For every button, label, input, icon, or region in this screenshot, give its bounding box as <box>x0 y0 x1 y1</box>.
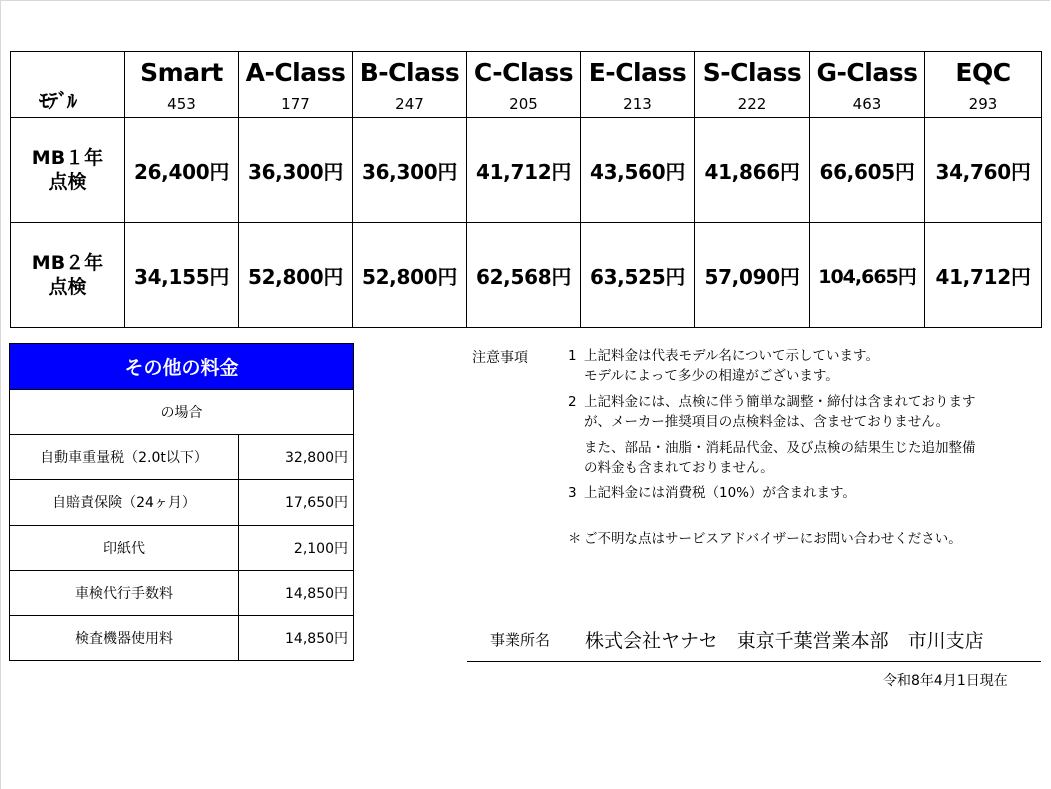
model-header-b-class <box>353 52 467 118</box>
price-cell <box>581 118 695 223</box>
table-row <box>10 480 354 525</box>
page-border-left <box>0 0 1 789</box>
model-name: B-Class <box>359 57 460 87</box>
price-cell <box>353 223 467 328</box>
price-cell <box>581 223 695 328</box>
model-code: 205 <box>509 94 538 113</box>
note-number: 2 <box>568 394 577 410</box>
notes-title: 注意事項 <box>472 350 528 366</box>
note-item <box>568 484 856 504</box>
note-text-cont: モデルによって多少の相違がございます。 <box>584 367 839 384</box>
model-name: E-Class <box>588 57 687 87</box>
office-name: 株式会社ヤナセ 東京千葉営業本部 市川支店 <box>585 630 984 652</box>
model-code: 213 <box>623 94 652 113</box>
row-label-line1: MB１年 <box>31 147 104 169</box>
price-value: 36,300円 <box>247 159 344 184</box>
model-name: G-Class <box>816 57 918 87</box>
price-value: 26,400円 <box>133 159 230 184</box>
model-header-s-class <box>695 52 810 118</box>
footnote-mark: ＊ <box>568 531 582 547</box>
price-value: 104,665円 <box>818 265 916 288</box>
model-code: 453 <box>167 94 196 113</box>
note-item <box>568 439 976 478</box>
price-value: 41,866円 <box>704 159 800 184</box>
price-value: 34,155円 <box>133 264 230 289</box>
price-cell <box>695 223 810 328</box>
model-header-c-class <box>467 52 581 118</box>
row-label-line1: MB２年 <box>31 252 104 274</box>
office-underline <box>467 661 1041 662</box>
price-value: 36,300円 <box>361 159 458 184</box>
table-row <box>10 525 354 570</box>
price-value: 63,525円 <box>589 264 686 289</box>
model-code: 293 <box>968 94 998 113</box>
note-text: 上記料金には消費税（10%）が含まれます。 <box>584 485 856 501</box>
row-label-cell <box>11 223 125 328</box>
row-label-line2: 点検 <box>48 276 87 298</box>
price-cell <box>925 118 1042 223</box>
price-value: 52,800円 <box>247 264 344 289</box>
model-header-cell <box>11 52 125 118</box>
model-code: 222 <box>737 94 767 113</box>
row-label-line2: 点検 <box>48 171 87 193</box>
fee-amount: 2,100円 <box>239 525 354 570</box>
other-fees-subtitle: の場合 <box>10 390 354 435</box>
price-value: 43,560円 <box>589 159 686 184</box>
model-code: 247 <box>395 94 424 113</box>
model-name: C-Class <box>473 57 574 87</box>
model-name: S-Class <box>702 57 802 87</box>
fee-name: 印紙代 <box>10 525 239 570</box>
fee-amount: 14,850円 <box>239 615 354 660</box>
note-text: また、部品・油脂・消耗品代金、及び点検の結果生じた追加整備 <box>584 440 976 456</box>
model-header-smart <box>125 52 239 118</box>
table-row <box>10 570 354 615</box>
price-cell <box>467 223 581 328</box>
fee-amount: 14,850円 <box>239 570 354 615</box>
price-value: 62,568円 <box>475 264 572 289</box>
note-item <box>568 347 879 386</box>
table-row <box>10 435 354 480</box>
fee-amount: 17,650円 <box>239 480 354 525</box>
note-text: 上記料金には、点検に伴う簡単な調整・締付は含まれております <box>584 394 976 410</box>
fee-name: 自動車重量税（2.0t以下） <box>10 435 239 480</box>
price-cell <box>925 223 1042 328</box>
price-cell <box>239 118 353 223</box>
note-footnote <box>568 530 962 550</box>
price-cell <box>695 118 810 223</box>
price-value: 34,760円 <box>935 159 1031 184</box>
price-value: 66,605円 <box>819 159 915 184</box>
note-item <box>568 393 976 432</box>
inspection-price-table <box>10 51 1042 328</box>
note-number: 1 <box>568 348 577 364</box>
model-header-e-class <box>581 52 695 118</box>
price-value: 57,090円 <box>704 264 800 289</box>
fee-name: 車検代行手数料 <box>10 570 239 615</box>
price-value: 41,712円 <box>935 264 1031 289</box>
model-header-g-class <box>810 52 925 118</box>
model-code: 463 <box>852 94 882 113</box>
price-cell <box>810 223 925 328</box>
model-code: 177 <box>281 94 310 113</box>
price-cell <box>467 118 581 223</box>
row-label-cell <box>11 118 125 223</box>
note-text-cont: の料金も含まれておりません。 <box>584 459 774 476</box>
table-row <box>10 615 354 660</box>
page-border-top <box>0 0 1050 1</box>
note-number: 3 <box>568 485 577 501</box>
model-name: Smart <box>140 57 223 87</box>
other-fees-title: その他の料金 <box>10 344 354 390</box>
model-header-eqc <box>925 52 1042 118</box>
note-text-cont: が、メーカー推奨項目の点検料金は、含ませておりません。 <box>584 413 950 430</box>
model-name: A-Class <box>245 57 346 87</box>
price-value: 41,712円 <box>475 159 572 184</box>
note-text: 上記料金は代表モデル名について示しています。 <box>584 348 879 364</box>
model-header-a-class <box>239 52 353 118</box>
price-cell <box>125 118 239 223</box>
fee-amount: 32,800円 <box>239 435 354 480</box>
fee-name: 自賠責保険（24ヶ月） <box>10 480 239 525</box>
footnote-text: ご不明な点はサービスアドバイザーにお問い合わせください。 <box>584 531 962 547</box>
price-cell <box>810 118 925 223</box>
price-cell <box>125 223 239 328</box>
price-cell <box>239 223 353 328</box>
price-value: 52,800円 <box>361 264 458 289</box>
table-row-mb-2-year <box>11 223 1042 328</box>
model-name: EQC <box>955 57 1011 87</box>
model-label: ﾓﾃﾞﾙ <box>39 89 76 113</box>
fee-name: 検査機器使用料 <box>10 615 239 660</box>
date-note: 令和8年4月1日現在 <box>883 673 1008 689</box>
price-cell <box>353 118 467 223</box>
office-label: 事業所名 <box>490 631 551 649</box>
other-fees-table <box>9 343 354 661</box>
table-row-mb-1-year <box>11 118 1042 223</box>
